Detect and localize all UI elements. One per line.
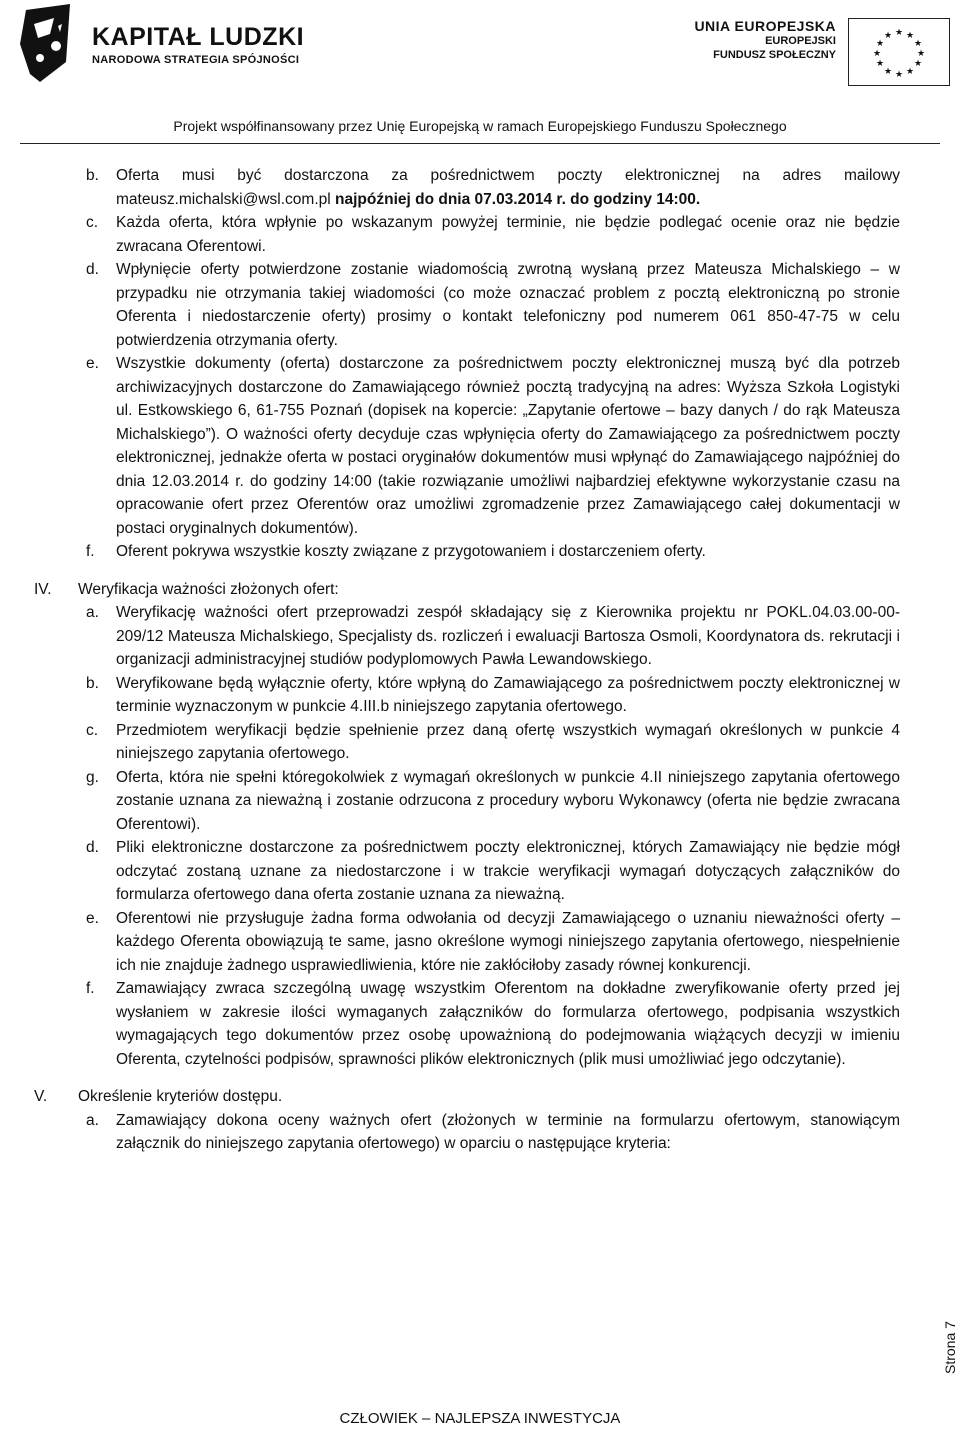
item-marker: a. (86, 604, 99, 621)
section-iii-item-b (0, 164, 960, 211)
item-marker: a. (86, 1111, 99, 1129)
svg-text:★: ★ (883, 67, 893, 77)
item-text: Wpłynięcie oferty potwierdzone zostanie wiadomością zwrotną wysłaną przez Mateusza Michalskiego – w przypadku nie otrzymania takiej wiadomości (co może oznaczać problem z pocztą elektroniczną po stronie Oferenta i niedostarczenie oferty) prosimy o kontakt telefoniczny pod numerem 061 850-47-75 w celu potwierdzenia otrzymania oferty. (116, 261, 900, 349)
section-v-item (0, 1109, 960, 1156)
project-cofinancing-line: Projekt współfinansowany przez Unię Europejską w ramach Europejskiego Funduszu Społecznego (173, 118, 787, 134)
section-iii-item-d (0, 258, 960, 352)
header-divider (20, 143, 940, 144)
section-title: Weryfikacja ważności złożonych ofert: (78, 580, 339, 598)
kapital-ludzki-logo (20, 4, 304, 82)
section-iv-item (0, 836, 960, 907)
section-iv-item (0, 977, 960, 1071)
item-marker: f. (86, 980, 95, 997)
kapital-ludzki-emblem-icon (20, 4, 76, 82)
item-text: Weryfikowane będą wyłącznie oferty, które wpłyną do Zamawiającego za pośrednictwem poczty elektronicznej w terminie wyznaczonym w punkcie 4.III.b niniejszego zapytania ofertowego. (116, 674, 900, 715)
item-marker: c. (86, 214, 99, 231)
item-text: Oferta, która nie spełni któregokolwiek z wymagań określonych w punkcie 4.II niniejszego zapytania ofertowego zostanie uznana za nieważną i zostanie odrzucona z procedury wyboru Wykonawcy (oferta nie będzie zwracana Oferentowi). (116, 768, 900, 833)
deadline-bold-text: najpóźniej do dnia 07.03.2014 r. do godziny 14:00. (335, 190, 701, 208)
page-header (0, 0, 960, 140)
footer-slogan: CZŁOWIEK – NAJLEPSZA INWESTYCJA (339, 1410, 621, 1427)
svg-text:★: ★ (875, 39, 885, 49)
item-marker: d. (86, 839, 99, 856)
item-text: Zamawiający zwraca szczególną uwagę wszystkim Oferentom na dokładne zweryfikowanie oferty przed jej wysłaniem w zakresie ilości wymaganych załączników do formularza ofertowego, podpisania wszystkich wymagających tego dokumentów przez osobę upoważnioną do podejmowania wiążących decyzji w imieniu Oferenta, czytelności podpisów, sprawności plików elektronicznych (plik musi umożliwiać jego odczytanie). (116, 980, 900, 1068)
item-text: Weryfikację ważności ofert przeprowadzi zespół składający się z Kierownika projektu nr POKL.04.03.00-00-209/12 Mateusza Michalskiego, Specjalisty ds. rozliczeń i ewaluacji Bartosza Osmoli, Koordynatora ds. rekrutacji i organizacji administracyjnej studiów podyplomowych Pawła Lewandowskiego. (116, 604, 900, 668)
svg-text:★: ★ (913, 39, 923, 49)
item-text: Przedmiotem weryfikacji będzie spełnienie przez daną ofertę wszystkich wymagań określonych w punkcie 4 niniejszego zapytania ofertowego. (116, 721, 900, 762)
svg-text:★: ★ (913, 59, 923, 69)
item-marker: d. (86, 261, 99, 278)
item-text: Oferentowi nie przysługuje żadna forma odwołania od decyzji Zamawiającego o uznaniu nieważności oferty – każdego Oferenta obowiązują te same, jasno określone wymogi niniejszego zapytania ofertowego, niespełnienie ich nie znajduje żadnego usprawiedliwienia, które nie zakłóciłoby zasady równej konkurencji. (116, 909, 900, 974)
svg-text:★: ★ (905, 31, 915, 41)
right-logo-line1: EUROPEJSKI (765, 35, 836, 47)
right-logo-line2: FUNDUSZ SPOŁECZNY (713, 49, 836, 61)
item-text: Zamawiający dokona oceny ważnych ofert (złożonych w terminie na formularzu ofertowym, stanowiącym załącznik do niniejszego zapytania ofertowego) w oparciu o następujące kryteria: (116, 1111, 900, 1152)
svg-text:★: ★ (883, 31, 893, 41)
item-marker: g. (86, 768, 99, 786)
section-iv-heading (0, 578, 960, 602)
section-iv-item (0, 601, 960, 672)
section-iv-item (0, 907, 960, 978)
svg-text:★: ★ (916, 49, 926, 59)
section-title: Określenie kryteriów dostępu. (78, 1088, 283, 1105)
section-numeral: V. (34, 1088, 48, 1105)
item-marker: b. (86, 674, 99, 692)
eu-flag-icon (848, 18, 950, 86)
svg-text:★: ★ (894, 70, 904, 80)
section-iii-item-c (0, 211, 960, 258)
item-marker: f. (86, 543, 95, 560)
left-logo-title: KAPITAŁ LUDZKI (92, 22, 305, 51)
page-number: Strona 7 (938, 1318, 960, 1378)
item-text: Wszystkie dokumenty (oferta) dostarczone za pośrednictwem poczty elektronicznej muszą być dla potrzeb archiwizacyjnych dostarczone do Zamawiającego również pocztą tradycyjną na adres: Wyższa Szkoła Logistyki ul. Estkowskiego 6, 61-755 Poznań (dopisek na kopercie: „Zapytanie ofertowe – bazy danych / do rąk Mateusza Michalskiego”). O ważności oferty decyduje czas wpłynięcia oferty do Zamawiającego za pośrednictwem poczty elektronicznej, jednakże oferta w postaci oryginałów dokumentów musi wpłynąć do Zamawiającego najpóźniej do dnia 12.03.2014 r. do godziny 14:00 (takie rozwiązanie umożliwi najbardziej efektywne wykorzystanie czasu na opracowanie ofert przez Oferentów oraz umożliwi zgromadzenie przez Zamawiającego całej dokumentacji w postaci oryginalnych dokumentów). (116, 355, 900, 537)
section-iii-item-f (0, 540, 960, 564)
section-iv-item (0, 672, 960, 719)
item-marker: e. (86, 355, 99, 372)
right-logo-title: UNIA EUROPEJSKA (694, 18, 836, 34)
section-v-heading (0, 1085, 960, 1109)
item-text: Oferta musi być dostarczona za pośrednictwem poczty elektronicznej na adres mailowy mateusz.michalski@wsl.com.pl (116, 167, 900, 208)
section-iv-item (0, 719, 960, 766)
section-numeral: IV. (34, 580, 52, 598)
section-iii-item-e (0, 352, 960, 540)
item-text: Oferent pokrywa wszystkie koszty związane z przygotowaniem i dostarczeniem oferty. (116, 543, 706, 560)
svg-text:★: ★ (872, 49, 882, 59)
item-marker: c. (86, 721, 99, 739)
left-logo-subtitle: NARODOWA STRATEGIA SPÓJNOŚCI (92, 53, 300, 66)
svg-text:★: ★ (875, 59, 885, 69)
eu-logo (694, 18, 950, 86)
item-text: Pliki elektroniczne dostarczone za pośrednictwem poczty elektronicznej, których Zamawiający nie będzie mógł odczytać zostaną uznane za niedostarczone i w trakcie weryfikacji wymagań dotyczących załączników do formularza ofertowego dana oferta zostanie uznana za nieważną. (116, 839, 900, 903)
item-marker: b. (86, 167, 99, 184)
svg-text:★: ★ (905, 67, 915, 77)
document-body (0, 164, 960, 1156)
svg-text:★: ★ (894, 28, 904, 38)
section-iv-item (0, 766, 960, 837)
item-text: Każda oferta, która wpłynie po wskazanym powyżej terminie, nie będzie podlegać ocenie oraz nie będzie zwracana Oferentowi. (116, 214, 900, 255)
item-marker: e. (86, 909, 99, 927)
